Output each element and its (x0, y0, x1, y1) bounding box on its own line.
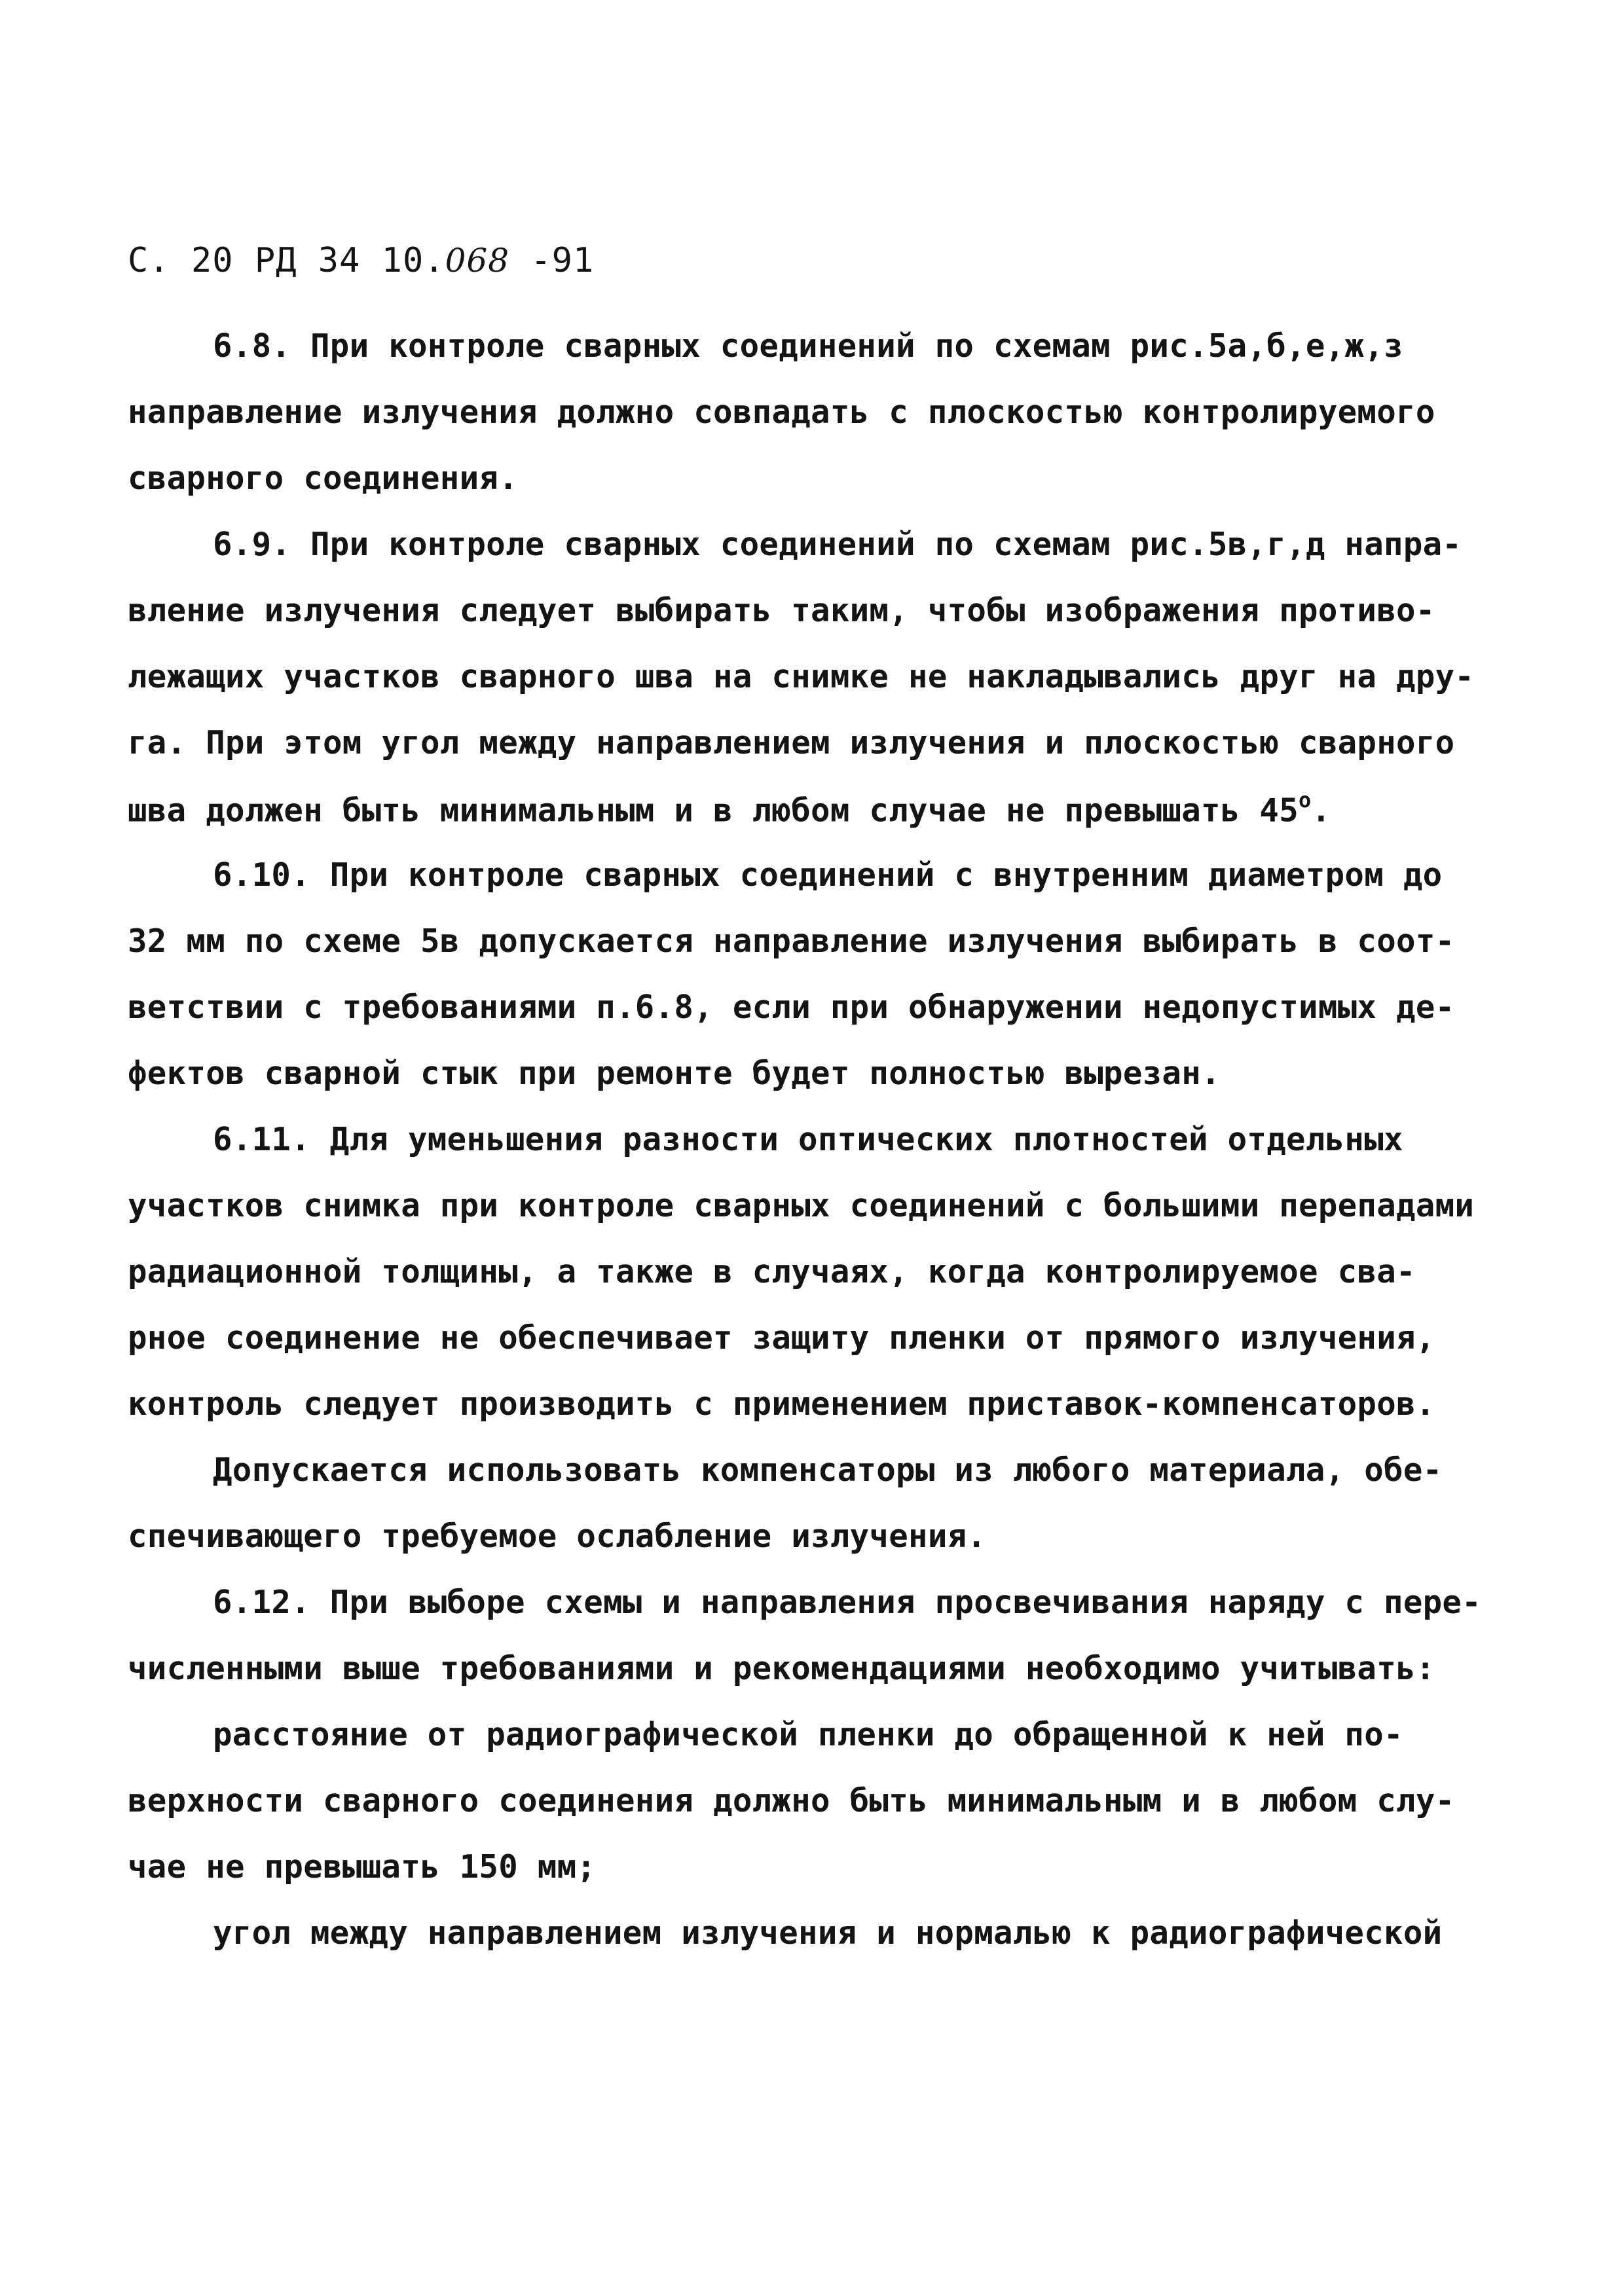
text-line: спечивающего требуемое ослабление излучения. (128, 1518, 987, 1555)
text-line: 6.11. Для уменьшения разности оптических плотностей отдельных (213, 1121, 1403, 1158)
text-line: вление излучения следует выбирать таким, чтобы изображения противо- (128, 592, 1435, 629)
text-line-with-degree (128, 790, 1496, 856)
text-line: рное соединение не обеспечивает защиту пленки от прямого излучения, (128, 1319, 1435, 1357)
text-line: сварного соединения. (128, 460, 519, 497)
line-end-period: . (1311, 792, 1331, 829)
text-line: контроль следует производить с применением приставок-компенсаторов. (128, 1385, 1435, 1423)
text-line: верхности сварного соединения должно быть минимальным и в любом слу- (128, 1782, 1455, 1819)
text-line: шва должен быть минимальным и в любом случае не превышать 45 (128, 792, 1299, 829)
text-line: ветствии с требованиями п.6.8, если при обнаружении недопустимых де- (128, 989, 1455, 1026)
text-line: 6.10. При контроле сварных соединений с внутренним диаметром до (213, 856, 1443, 894)
text-line: радиационной толщины, а также в случаях, когда контролируемое сва- (128, 1253, 1416, 1290)
text-line: 6.8. При контроле сварных соединений по схемам рис.5а,б,е,ж,з (213, 327, 1403, 365)
text-line: расстояние от радиографической пленки до обращенной к ней по- (213, 1716, 1403, 1753)
text-line: 6.9. При контроле сварных соединений по схемам рис.5в,г,д напра- (213, 526, 1462, 563)
text-line: численными выше требованиями и рекомендациями необходимо учитывать: (128, 1650, 1435, 1687)
text-line: участков снимка при контроле сварных соединений с большими перепадами (128, 1187, 1475, 1224)
header-suffix: -91 (509, 241, 595, 280)
text-line: фектов сварной стык при ремонте будет полностью вырезан. (128, 1055, 1221, 1092)
header-prefix: С. 20 РД 34 10. (128, 241, 445, 280)
document-body (128, 327, 1496, 1980)
page-header (128, 241, 594, 280)
degree-mark: о (1299, 788, 1312, 812)
text-line: 32 мм по схеме 5в допускается направление излучения выбирать в соот- (128, 922, 1455, 960)
text-line: угол между направлением излучения и нормалью к радиографической (213, 1914, 1443, 1952)
text-line: направление излучения должно совпадать с плоскостью контролируемого (128, 393, 1435, 431)
text-line: 6.12. При выборе схемы и направления просвечивания наряду с пере- (213, 1584, 1482, 1621)
text-line: Допускается использовать компенсаторы из любого материала, обе- (213, 1451, 1443, 1489)
header-handwritten-number: 068 (445, 242, 510, 280)
text-line: га. При этом угол между направлением излучения и плоскостью сварного (128, 724, 1455, 761)
text-line: чае не превышать 150 мм; (128, 1848, 597, 1886)
text-line: лежащих участков сварного шва на снимке не накладывались друг на дру- (128, 658, 1475, 695)
